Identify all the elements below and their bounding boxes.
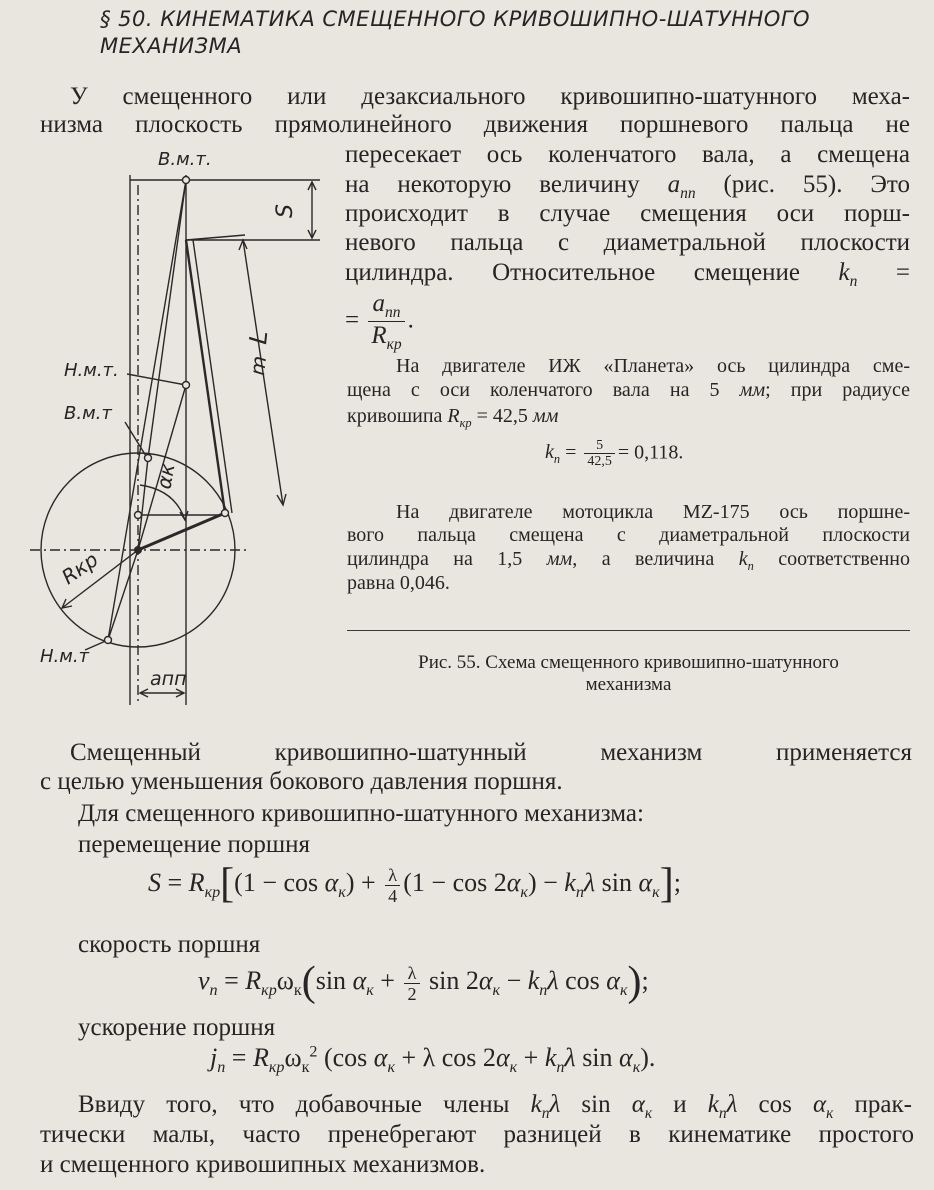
l-arrow-top bbox=[239, 240, 247, 250]
note2-line1: На двигателе мотоцикла MZ-175 ось поршне- bbox=[396, 501, 910, 523]
label-l: L bbox=[244, 329, 274, 346]
note1-formula: $k_п$ = $\frac{5}{42,5}$ = 0,118. bbox=[545, 438, 684, 470]
intro-line7 bbox=[345, 258, 910, 297]
label-nmt-bottom: Н.м.т bbox=[40, 646, 90, 667]
label-rkr: Rкр bbox=[57, 547, 103, 590]
intro-line4-after: (рис. 55). Это bbox=[695, 171, 910, 198]
rod-bdc-line bbox=[108, 180, 186, 640]
intro-line7-after: = bbox=[857, 259, 910, 286]
note2-line3-after: соответственно bbox=[753, 548, 910, 570]
nmt-mid-leader bbox=[127, 374, 186, 385]
conclusion-line2: тически малы, часто пренебрегают разницей в кинематике простого bbox=[40, 1121, 914, 1148]
conclusion-line1-mid: и bbox=[652, 1091, 708, 1118]
intro-line7-before: цилиндра. Относительное смещение bbox=[345, 259, 839, 286]
caption-line2: механизма bbox=[585, 674, 672, 695]
note1-formula-result: = 0,118. bbox=[617, 441, 684, 464]
piston-pin-line bbox=[186, 235, 245, 240]
fraction-a-pp-over-r-kr bbox=[368, 290, 404, 353]
conclusion-line1-after: прак- bbox=[833, 1091, 912, 1118]
label-s: S bbox=[273, 204, 298, 218]
vmt-mid-leader bbox=[125, 422, 146, 456]
section-title-line2: МЕХАНИЗМА bbox=[100, 34, 243, 58]
intro-line5: происходит в случае смещения оси порш- bbox=[345, 200, 910, 227]
para2-line2: с целью уменьшения бокового давления поршня. bbox=[40, 768, 563, 795]
node-bdc-mid bbox=[183, 382, 190, 389]
note1-fraction-num: 5 bbox=[584, 438, 615, 454]
label-speed: скорость поршня bbox=[78, 931, 261, 958]
crank-mechanism-diagram bbox=[0, 140, 345, 710]
figure-caption bbox=[347, 652, 910, 696]
symbol-k-n: $k_п$ bbox=[838, 259, 858, 290]
note1-line3-unit: мм bbox=[532, 405, 559, 427]
note1-line1: На двигателе ИЖ «Планета» ось цилиндра сме- bbox=[396, 355, 910, 377]
symbol-a-pp: $a_{пп}$ bbox=[667, 171, 696, 202]
note2-line4: равна 0,046. bbox=[347, 572, 450, 594]
fraction-numerator: $a_{пп}$ bbox=[368, 290, 404, 322]
note2-line3-mid: , а величина bbox=[572, 548, 739, 570]
intro-line1: У смещенного или дезаксиального кривошипно-шатунного меха- bbox=[70, 83, 910, 110]
conclusion-line1-before: Ввиду того, что добавочные члены bbox=[78, 1091, 531, 1118]
intro-line6: невого пальца с диаметральной плоскости bbox=[345, 229, 910, 256]
para2-line4: перемещение поршня bbox=[78, 831, 310, 858]
node-tdc-top bbox=[183, 177, 190, 184]
label-m: m bbox=[245, 354, 272, 377]
note1-fraction-den: 42,5 bbox=[587, 454, 612, 470]
connecting-rod-edge bbox=[193, 240, 232, 513]
note1-fraction bbox=[584, 438, 615, 470]
label-accel: ускорение поршня bbox=[78, 1014, 276, 1041]
node-crank-level bbox=[135, 512, 142, 519]
formula-displacement: $S = R_{кр}[(1 - \cos \alpha_к)$ + $\frac{\lambda}{4}$ $(1 - \cos 2\alpha_к) - k_п\lambda$ $\sin \alpha_к$]; bbox=[148, 861, 681, 907]
symbol-k-n-2: $k_п$ bbox=[738, 548, 754, 573]
caption-line1: Рис. 55. Схема смещенного кривошипно-шатунного bbox=[418, 652, 839, 673]
caption-rule bbox=[347, 630, 910, 631]
note2-line3-unit: мм bbox=[546, 548, 573, 570]
node-crank-pin bbox=[222, 510, 229, 517]
label-vmt-top: В.м.т. bbox=[158, 149, 212, 170]
intro-line2: низма плоскость прямолинейного движения поршневого пальца не bbox=[40, 111, 910, 138]
section-title-line1: § 50. КИНЕМАТИКА СМЕЩЕННОГО КРИВОШИПНО-ШАТУННОГО bbox=[100, 7, 811, 31]
note1-line2 bbox=[347, 378, 910, 402]
crank-to-tdc bbox=[138, 458, 148, 550]
note2-line3-before: цилиндра на 1,5 bbox=[347, 548, 547, 570]
label-alpha: αк bbox=[151, 461, 180, 491]
crank-arm bbox=[138, 513, 225, 550]
note1-line3 bbox=[347, 404, 558, 435]
intro-line4-before: на некоторую величину bbox=[345, 171, 668, 198]
label-nmt-mid: Н.м.т. bbox=[64, 360, 119, 381]
node-bdc-crank bbox=[105, 637, 112, 644]
label-vmt-mid: В.м.т bbox=[64, 403, 112, 424]
note1-line3-before: кривошипа bbox=[347, 405, 448, 427]
note2-line2: вого пальца смещена с диаметральной плоскости bbox=[347, 524, 910, 546]
fraction-denominator: $R_{кр}$ bbox=[371, 322, 402, 354]
conclusion-line1: Ввиду того, что добавочные члены $k_п\lambda$ $\sin \alpha_к$ и $k_п\lambda$ $\cos \alpha_к$ прак- bbox=[78, 1091, 912, 1122]
note1-line2-unit: мм bbox=[739, 379, 766, 401]
para2-line1: Смещенный кривошипно-шатунный механизм применяется bbox=[70, 739, 912, 766]
intro-line3: пересекает ось коленчатого вала, а смещена bbox=[345, 141, 910, 168]
section-title bbox=[100, 6, 810, 60]
para2-line3: Для смещенного кривошипно-шатунного механизма: bbox=[78, 800, 644, 827]
note1-line3-value: = 42,5 bbox=[471, 405, 533, 427]
note1-line2-text: щена с оси коленчатого вала на 5 bbox=[347, 379, 720, 401]
note1-line2-end: ; при радиусе bbox=[765, 379, 911, 401]
formula-acceleration: $j_п = R_{кр}\omega_к^2$ (cos $\alpha_к + \lambda$ $\cos 2\alpha_к + k_п\lambda$ $\sin \alpha_к$). bbox=[210, 1043, 656, 1077]
node-tdc-crank bbox=[145, 455, 152, 462]
relative-offset-formula: = $\frac{a_{пп}}{R_{кр}}$ . bbox=[345, 290, 414, 354]
connecting-rod bbox=[186, 240, 225, 513]
rod-tdc bbox=[148, 180, 186, 458]
label-a-pp: aпп bbox=[150, 668, 187, 690]
symbol-r-kr: $R_{кр}$ bbox=[447, 405, 472, 430]
crank-to-bdc bbox=[108, 550, 138, 640]
node-crank-center bbox=[134, 546, 142, 554]
conclusion-line3: и смещенного кривошипных механизмов. bbox=[40, 1151, 486, 1178]
formula-speed: $v_п = R_{кр}\omega_к(\sin$ $\alpha_к$ + $\frac{\lambda}{2}$ $\sin 2\alpha_к - k_п\lambda$ $\cos \alpha_к$); bbox=[198, 959, 649, 1005]
